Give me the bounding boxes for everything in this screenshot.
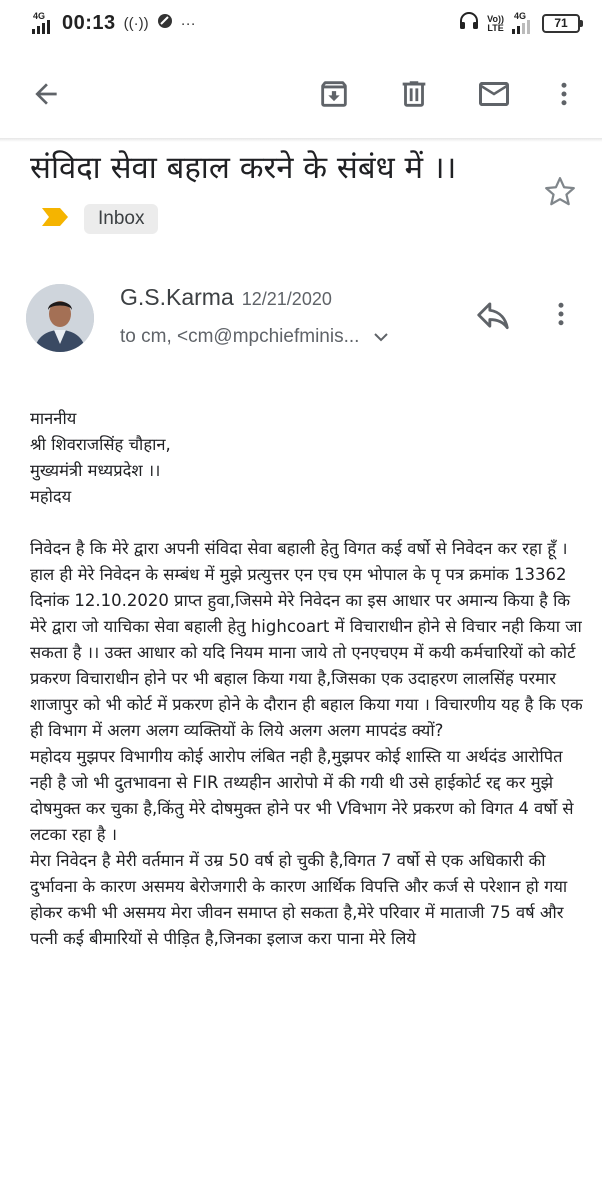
more-options-button[interactable] [540, 70, 588, 118]
headset-icon [459, 12, 479, 35]
hotspot-icon: ((·)) [123, 15, 149, 32]
arrow-back-icon [30, 78, 62, 110]
recipients-text: to cm, <cm@mpchiefminis... [120, 326, 360, 347]
volte-top: Vo)) [487, 13, 504, 24]
sender-line [120, 284, 332, 311]
email-subject: संविदा सेवा बहाल करने के संबंध में ।। [30, 150, 457, 186]
battery-indicator: 71 [542, 14, 580, 33]
mark-unread-button[interactable] [470, 70, 518, 118]
app-notification-icon [157, 13, 173, 34]
cell-signal-right-icon [512, 10, 534, 34]
label-row [40, 204, 158, 234]
archive-icon [317, 77, 351, 111]
avatar[interactable] [26, 284, 94, 352]
message-more-button[interactable] [546, 296, 582, 340]
back-button[interactable] [22, 70, 70, 118]
network-type-right: 4G [514, 10, 527, 21]
inbox-label-chip[interactable]: Inbox [84, 204, 158, 234]
sender-name[interactable]: G.S.Karma [120, 284, 234, 310]
star-button[interactable] [542, 174, 582, 214]
mail-icon [476, 76, 512, 112]
body-paragraph-2: महोदय मुझपर विभागीय कोई आरोप लंबित नही है,मुझपर कोई शास्ति या अर्थदंड आरोपित नही है जो भी दुतभावना से FIR तथ्यहीन आरोपो में की गयी थी उसे हाईकोर्ट रद्द कर मुझे दोषमुक्त कर चुका है,किंतु मेरे दोषमुक्त होने पर भी Vविभाग नेरे प्रकरण को विगत 4 वर्षो से लटका रहा है । [30, 747, 574, 844]
chevron-down-icon [373, 331, 389, 343]
status-bar [0, 0, 602, 48]
cell-signal-icon [32, 10, 54, 34]
network-type-left: 4G [33, 10, 46, 21]
archive-button[interactable] [310, 70, 358, 118]
body-paragraph-3: मेरा निवेदन है मेरी वर्तमान में उम्र 50 वर्ष हो चुकी है,विगत 7 वर्षो से एक अधिकारी की दुर्भावना के कारण असमय बेरोजगारी के कारण आर्थिक विपत्ति और कर्ज से परेशान हो गया होकर कभी भी असमय मेरा जीवन समाप्त हो सकता है,मेरे परिवार में माताजी 75 वर्ष और पत्नी कई बीमारियों से पीड़ित है,जिनका इलाज करा पाना मेरे लिये [30, 851, 568, 948]
more-vert-icon [546, 296, 576, 332]
more-vert-icon [549, 79, 579, 109]
important-marker-icon[interactable] [40, 206, 70, 232]
volte-bottom: LTE [487, 22, 504, 33]
email-body [30, 406, 586, 952]
volte-indicator [487, 15, 504, 33]
recipients-toggle[interactable] [120, 326, 389, 348]
clock: 00:13 [62, 12, 116, 34]
paragraph-gap [30, 510, 586, 536]
salutation: माननीय श्री शिवराजसिंह चौहान, मुख्यमंत्री मध्यप्रदेश ।। महोदय [30, 409, 171, 506]
email-date: 12/21/2020 [241, 289, 332, 309]
trash-icon [397, 77, 431, 111]
star-outline-icon [542, 174, 578, 210]
delete-button[interactable] [390, 70, 438, 118]
body-paragraph-1: निवेदन है कि मेरे द्वारा अपनी संविदा सेवा बहाली हेतु विगत कई वर्षो से निवेदन कर रहा हूँ । हाल ही मेरे निवेदन के सम्बंध में मुझे प्रत्युत्तर एन एच एम भोपाल के पृ पत्र क्रमांक 13362 दिनांक 12.10.2020 प्राप्त हुवा,जिसमे मेरे निवेदन का इस आधार पर अमान्य किया है कि मेरे द्वारा जो याचिका सेवा बहाली हेतु highcoart में विचाराधीन होने से विचार नही किया जा सकता है ।। उक्त आधार को यदि नियम माना जाये तो एनएचएम में कयी कर्मचारियों को कोर्ट प्रकरण विचाराधीन होने पर भी बहाल किया गया है,जिसका एक उदाहरण लालसिंह परमार शाजापुर को भी कोर्ट में प्रकरण होने के दौरान ही बहाल किया गया । विचारणीय यह है कि एक ही विभाग में अलग अलग व्यक्तियों के लिये अलग अलग मापदंड क्यों? [30, 539, 583, 740]
overflow-notifications-icon: ··· [180, 15, 196, 32]
reply-button[interactable] [474, 296, 518, 340]
app-bar [0, 50, 602, 138]
reply-icon [474, 296, 512, 334]
